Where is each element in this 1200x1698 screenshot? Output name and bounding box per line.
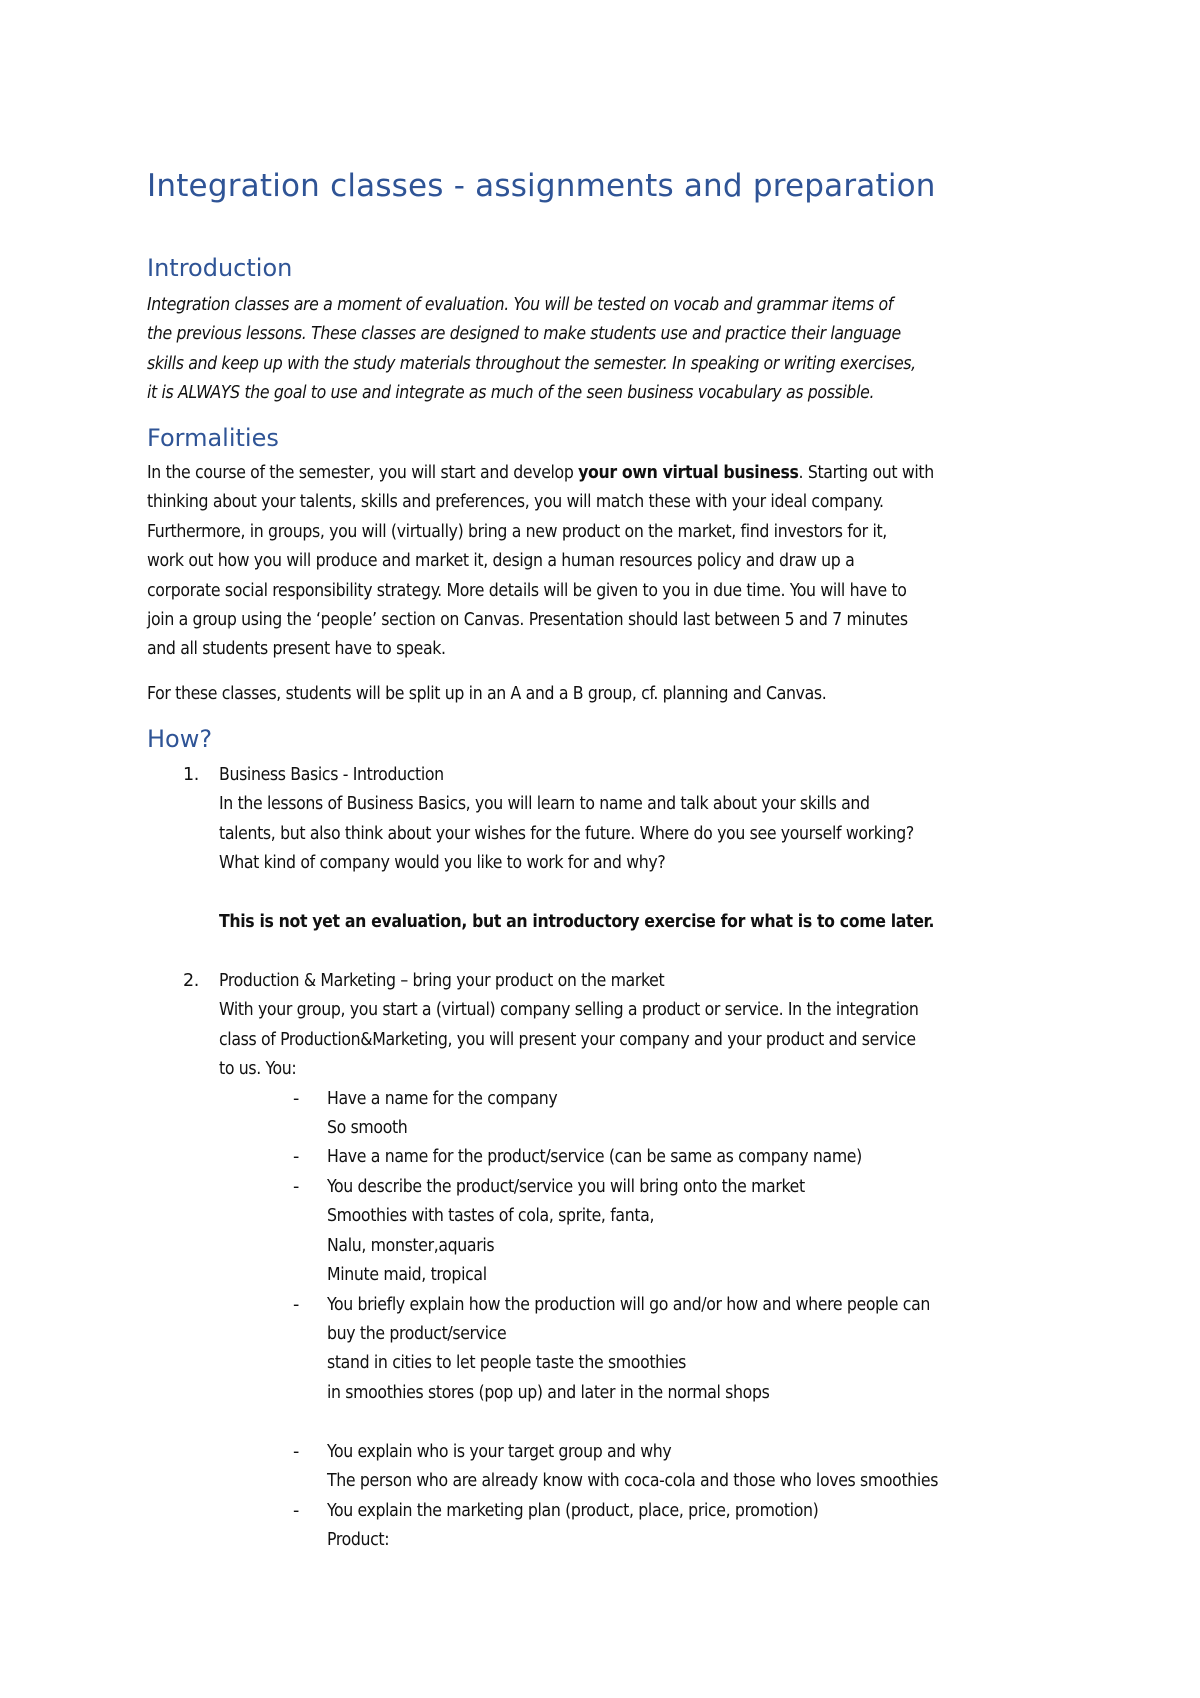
bullet-subtext: Product: (327, 1530, 390, 1550)
formalities-line: corporate social responsibility strategy. More details will be given to you in due time. You will have to (147, 581, 907, 601)
bullet-text: buy the product/service (327, 1324, 507, 1344)
bullet-subtext: Nalu, monster,aquaris (327, 1236, 495, 1256)
bullet-subtext: in smoothies stores (pop up) and later in the normal shops (327, 1383, 770, 1403)
bullet-subtext: The person who are already know with coca-cola and those who loves smoothies (327, 1471, 939, 1491)
formalities-heading: Formalities (147, 424, 279, 452)
bullet-text: You explain the marketing plan (product, place, price, promotion) (327, 1501, 819, 1521)
bullet-text: You briefly explain how the production will go and/or how and where people can (327, 1295, 930, 1315)
formalities-line: and all students present have to speak. (147, 639, 446, 659)
document-title: Integration classes - assignments and preparation (147, 168, 936, 204)
virtual-business-emphasis: your own virtual business (578, 463, 799, 483)
bullet-subtext: So smooth (327, 1118, 408, 1138)
intro-line: Integration classes are a moment of evaluation. You will be tested on vocab and grammar items of (147, 295, 893, 315)
bullet-dash: - (293, 1501, 299, 1521)
list-number: 1. (183, 765, 199, 785)
intro-line: the previous lessons. These classes are designed to make students use and practice their language (147, 324, 901, 344)
intro-line: it is ALWAYS the goal to use and integrate as much of the seen business vocabulary as possible. (147, 383, 875, 403)
item1-note: This is not yet an evaluation, but an introductory exercise for what is to come later. (219, 912, 935, 932)
item1-line: In the lessons of Business Basics, you will learn to name and talk about your skills and (219, 794, 870, 814)
intro-line: skills and keep up with the study materials throughout the semester. In speaking or writing exercises, (147, 354, 916, 374)
item1-line: talents, but also think about your wishes for the future. Where do you see yourself working? (219, 824, 914, 844)
formalities-line: work out how you will produce and market it, design a human resources policy and draw up a (147, 551, 855, 571)
bullet-dash: - (293, 1442, 299, 1462)
bullet-dash: - (293, 1295, 299, 1315)
bullet-text: You describe the product/service you will bring onto the market (327, 1177, 805, 1197)
bullet-text: Have a name for the product/service (can be same as company name) (327, 1147, 862, 1167)
bullet-subtext: Smoothies with tastes of cola, sprite, fanta, (327, 1206, 655, 1226)
item2-line: With your group, you start a (virtual) company selling a product or service. In the integration (219, 1000, 919, 1020)
introduction-heading: Introduction (147, 254, 293, 282)
formalities-line (147, 463, 934, 483)
item2-line: to us. You: (219, 1059, 297, 1079)
formalities-line-end: . Starting out with (798, 463, 934, 483)
item2-title: Production & Marketing – bring your product on the market (219, 971, 665, 991)
bullet-subtext: Minute maid, tropical (327, 1265, 487, 1285)
formalities-split-note: For these classes, students will be split up in an A and a B group, cf. planning and Canvas. (147, 684, 827, 704)
bullet-text: You explain who is your target group and why (327, 1442, 672, 1462)
formalities-line-start: In the course of the semester, you will start and develop (147, 463, 579, 483)
bullet-dash: - (293, 1147, 299, 1167)
list-number: 2. (183, 971, 199, 991)
item1-line: What kind of company would you like to work for and why? (219, 853, 666, 873)
bullet-subtext: stand in cities to let people taste the smoothies (327, 1353, 687, 1373)
formalities-line: thinking about your talents, skills and preferences, you will match these with your ideal company. (147, 492, 884, 512)
bullet-dash: - (293, 1177, 299, 1197)
item2-line: class of Production&Marketing, you will present your company and your product and service (219, 1030, 916, 1050)
bullet-dash: - (293, 1089, 299, 1109)
how-heading: How? (147, 725, 213, 753)
bullet-text: Have a name for the company (327, 1089, 558, 1109)
formalities-line: join a group using the ‘people’ section on Canvas. Presentation should last between 5 and 7 minutes (147, 610, 908, 630)
item1-title: Business Basics - Introduction (219, 765, 444, 785)
formalities-line: Furthermore, in groups, you will (virtually) bring a new product on the market, find investors for it, (147, 522, 887, 542)
